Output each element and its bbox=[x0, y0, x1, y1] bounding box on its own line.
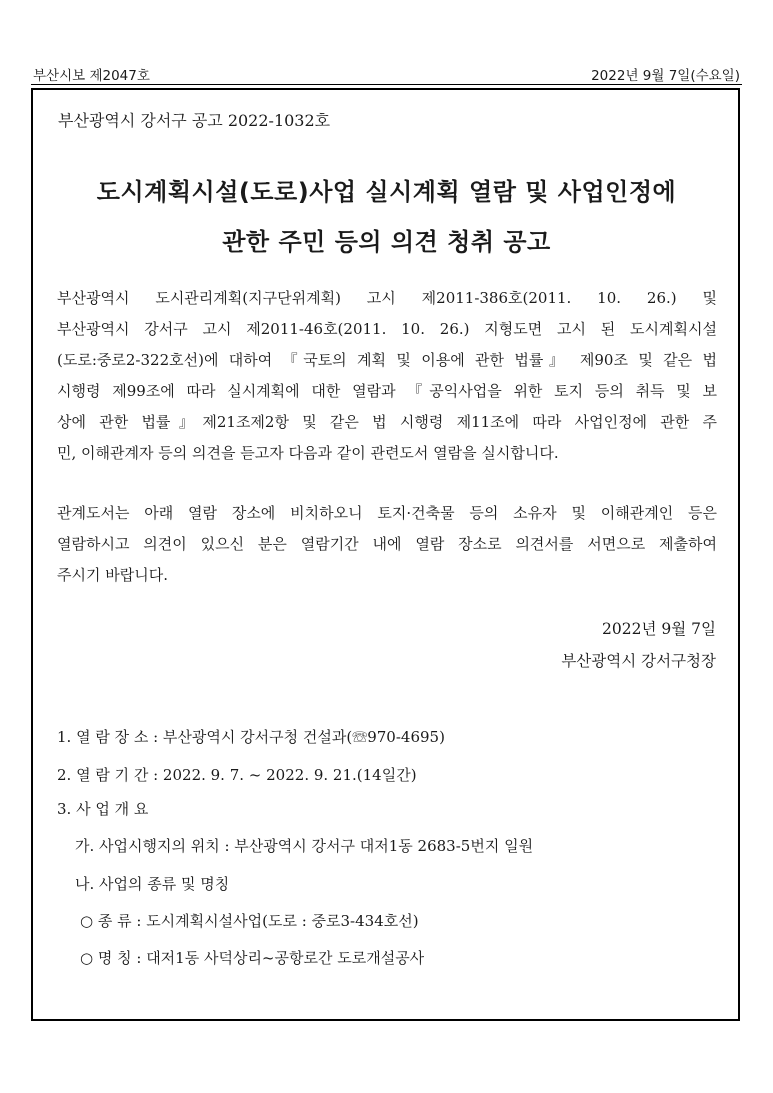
notice-number: 부산광역시 강서구 공고 2022-1032호 bbox=[58, 111, 331, 130]
paragraph1-line: (도로:중로2-322호선)에 대하여 『국토의 계획 및 이용에 관한 법률』 제90조 및 같은 법 bbox=[57, 351, 717, 369]
item-name: ○ 명 칭 : 대저1동 사덕상리~공항로간 도로개설공사 bbox=[80, 949, 425, 967]
paragraph1-line: 상에 관한 법률』제21조제2항 및 같은 법 시행령 제11조에 따라 사업인정에 관한 주 bbox=[57, 413, 717, 431]
item-overview: 3. 사 업 개 요 bbox=[57, 800, 149, 818]
notice-title-line-1: 도시계획시설(도로)사업 실시계획 열람 및 사업인정에 bbox=[96, 178, 677, 206]
item-kind: ○ 종 류 : 도시계획시설사업(도로 : 중로3-434호선) bbox=[80, 912, 419, 930]
paragraph2-line: 열람하시고 의견이 있으신 분은 열람기간 내에 열람 장소로 의견서를 서면으로 제출하여 bbox=[57, 535, 717, 553]
header-rule bbox=[31, 84, 742, 85]
item-location: 가. 사업시행지의 위치 : 부산광역시 강서구 대저1동 2683-5번지 일원 bbox=[75, 837, 534, 855]
notice-title-line-2: 관한 주민 등의 의견 청취 공고 bbox=[222, 228, 551, 256]
paragraph1-line: 민, 이해관계자 등의 의견을 듣고자 다음과 같이 관련도서 열람을 실시합니다. bbox=[57, 444, 559, 462]
paragraph2-line: 관계도서는 아래 열람 장소에 비치하오니 토지·건축물 등의 소유자 및 이해관계인 등은 bbox=[57, 504, 717, 522]
paragraph1-line: 부산광역시 강서구 고시 제2011-46호(2011. 10. 26.) 지형도면 고시 된 도시계획시설 bbox=[57, 320, 717, 338]
item-kind-heading: 나. 사업의 종류 및 명칭 bbox=[75, 875, 230, 893]
publication-date: 2022년 9월 7일(수요일) bbox=[591, 68, 740, 84]
publication-label: 부산시보 제2047호 bbox=[33, 68, 150, 84]
sign-date: 2022년 9월 7일 bbox=[602, 620, 716, 638]
paragraph1-line: 부산광역시 도시관리계획(지구단위계획) 고시 제2011-386호(2011. 10. 26.) 및 bbox=[57, 289, 717, 307]
issuer: 부산광역시 강서구청장 bbox=[561, 652, 716, 670]
paragraph1-line: 시행령 제99조에 따라 실시계획에 대한 열람과 『공익사업을 위한 토지 등의 취득 및 보 bbox=[57, 382, 717, 400]
item-place: 1. 열 람 장 소 : 부산광역시 강서구청 건설과(☏970-4695) bbox=[57, 728, 445, 746]
paragraph2-line: 주시기 바랍니다. bbox=[57, 566, 168, 584]
item-period: 2. 열 람 기 간 : 2022. 9. 7. ~ 2022. 9. 21.(14일간) bbox=[57, 766, 417, 784]
